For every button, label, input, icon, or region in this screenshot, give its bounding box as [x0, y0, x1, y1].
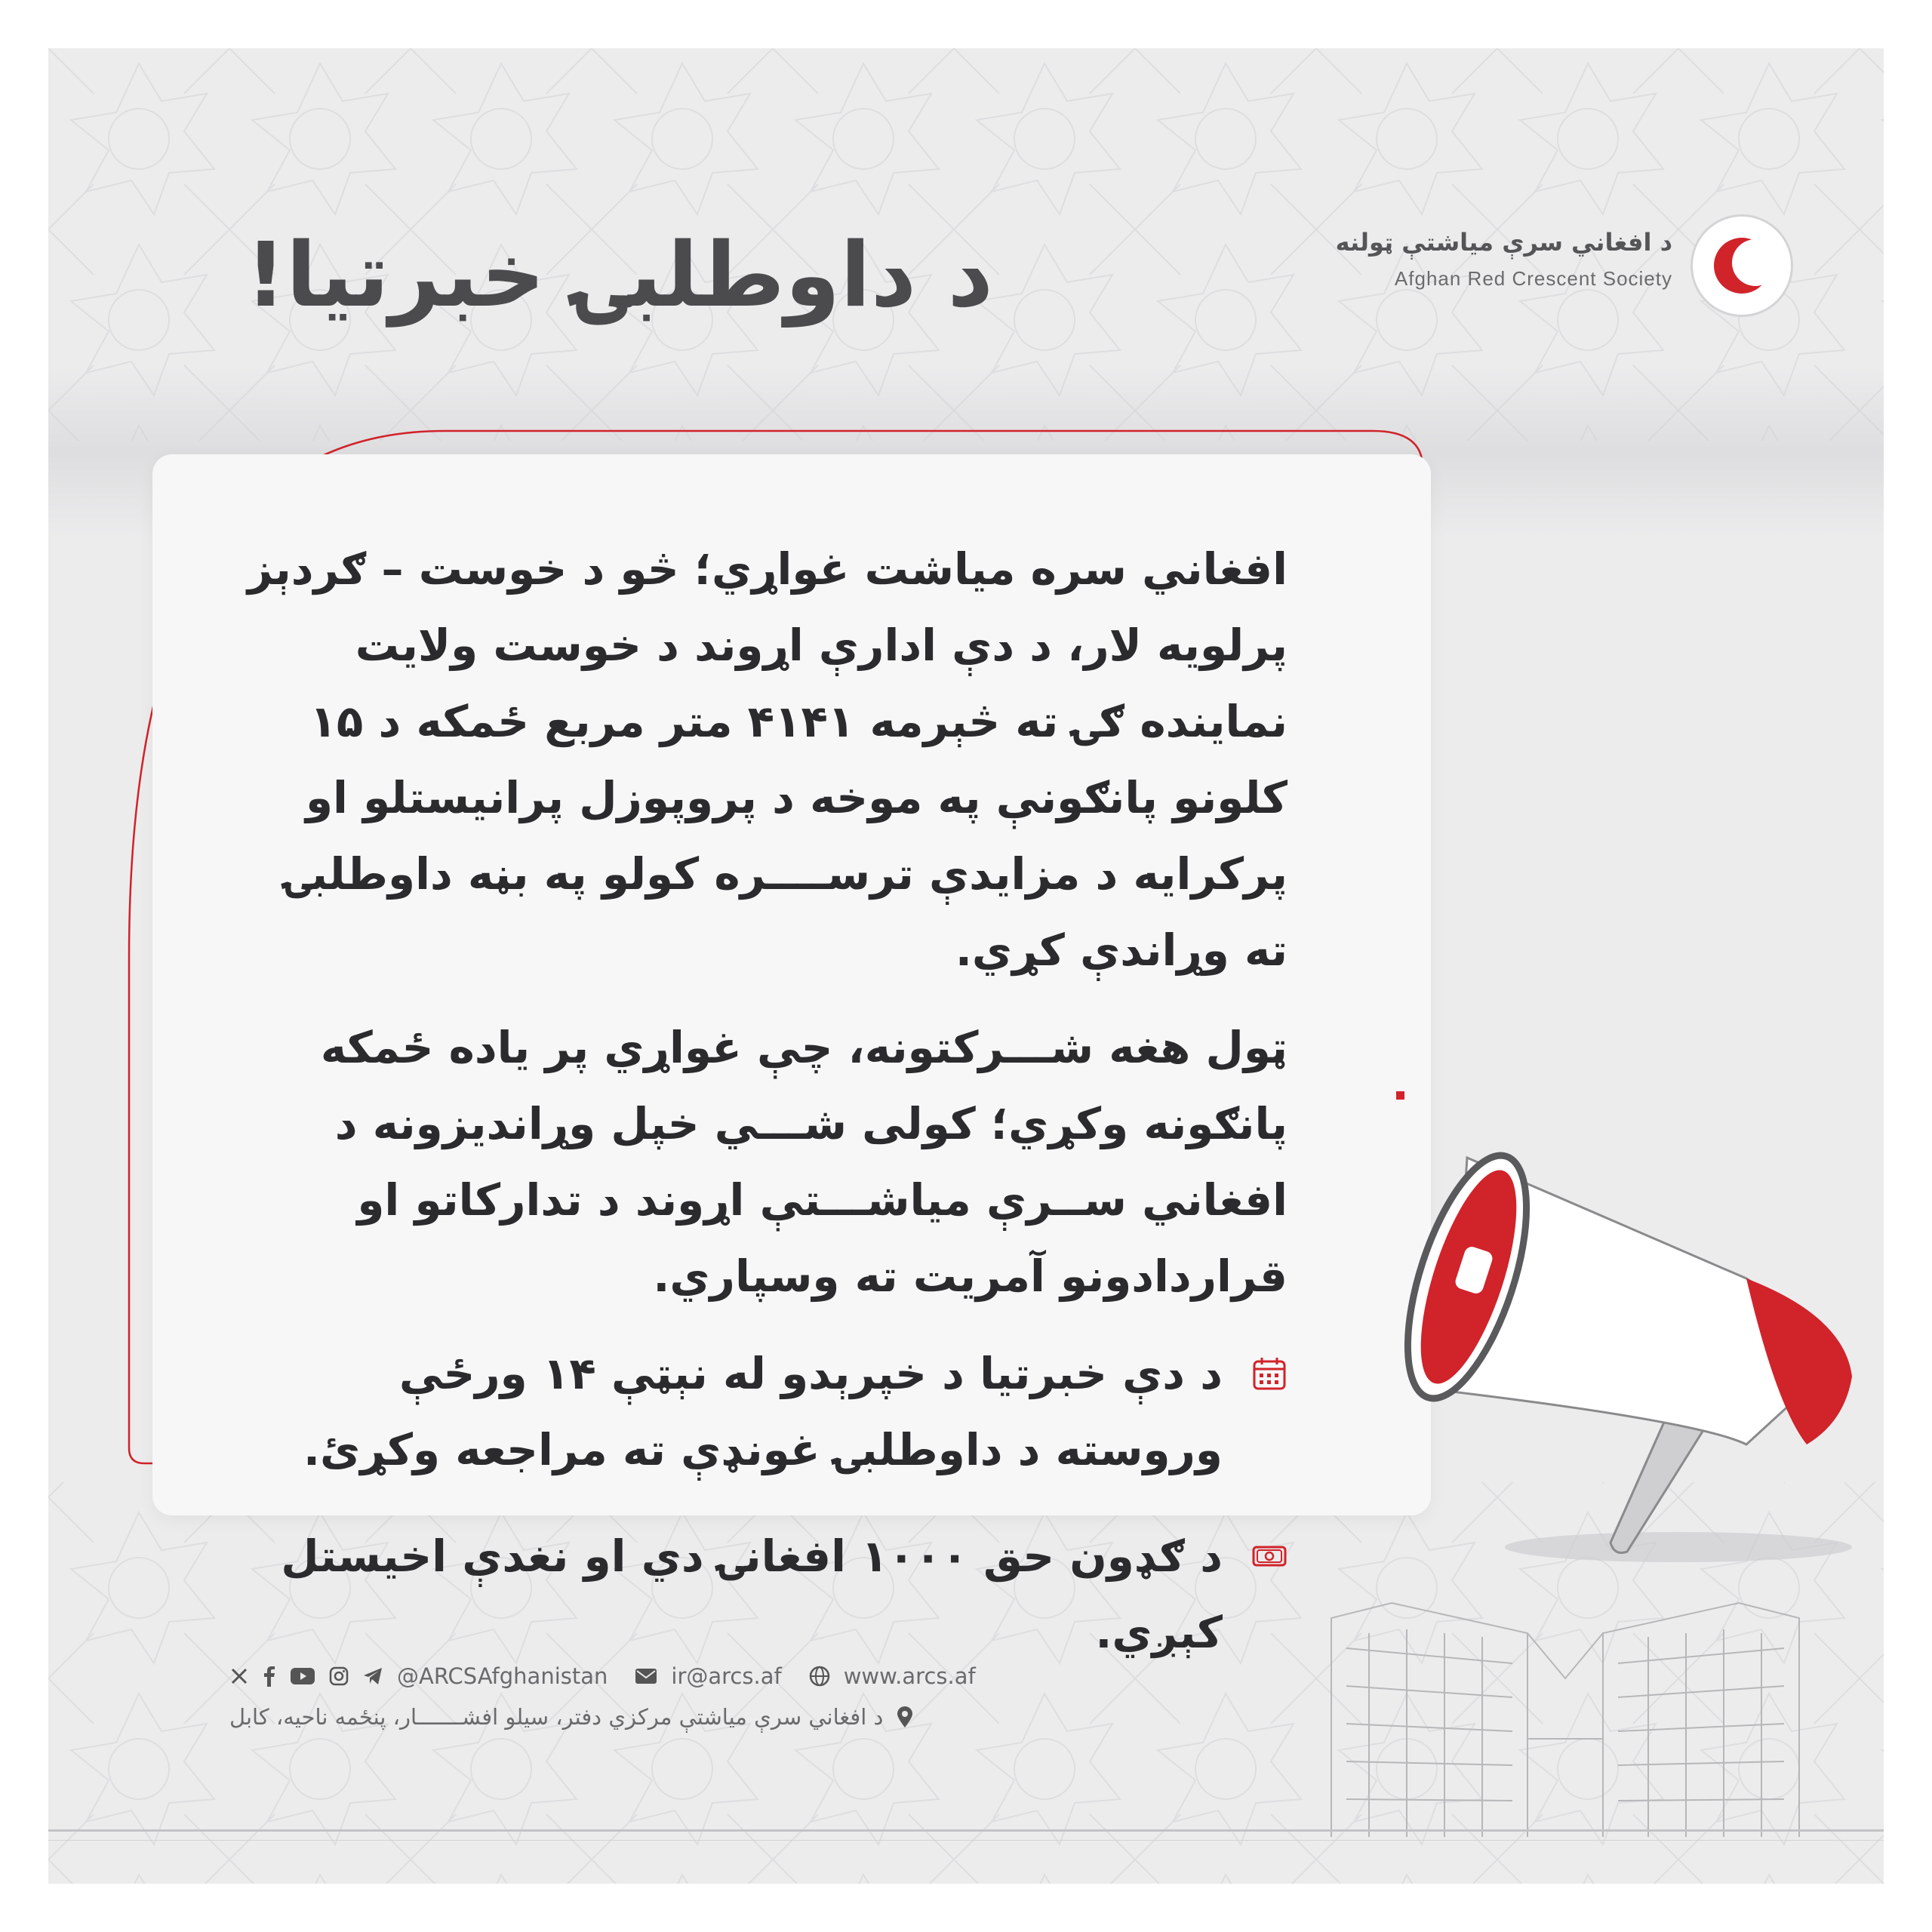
arcs-logo [1690, 214, 1793, 317]
bullet-text-fee: د ګډون حق ۱۰۰۰ افغانۍ دي او نغدې اخیستل کېږي. [281, 1531, 1223, 1658]
location-pin-icon [897, 1706, 913, 1728]
list-item [229, 1518, 1287, 1671]
poster-canvas [48, 48, 1884, 1884]
social-handle[interactable]: @ARCSAfghanistan [397, 1663, 608, 1689]
facebook-icon[interactable] [263, 1666, 276, 1687]
paragraph-intro: افغاني سره میاشت غواړي؛ څو د خوست – ګردېز پرلویه لار، د دې ادارې اړوند د خوست ولایت نماینده ګۍ ته څېرمه ۴۱۴۱ متر مربع ځمکه د ۱۵ کلونو پانګونې په موخه د پروپوزل پرانیستلو او پرکرایه د مزایدې ترســــره کولو په بڼه داوطلبۍ ته وړاندې کړي. [247, 543, 1287, 976]
instagram-icon[interactable] [329, 1666, 349, 1686]
contact-row [229, 1656, 984, 1697]
list-item [229, 1336, 1287, 1488]
footer-divider-thin [48, 1840, 1884, 1841]
paragraph-companies: ټول هغه شـــرکتونه، چې غواړي پر یاده ځمکه پانګونه وکړي؛ کولی شـــي خپل وړاندیزونه د افغاني ســرې میاشـــتې اړوند د تدارکاتو او قراردادونو آمریت ته وسپاري. [320, 1022, 1287, 1302]
address-text: د افغاني سرې میاشتې مرکزي دفتر، سیلو افشـــــــار، پنځمه ناحیه، کابل [229, 1704, 884, 1730]
email-link[interactable]: ir@arcs.af [671, 1663, 782, 1689]
youtube-icon[interactable] [290, 1666, 315, 1686]
telegram-icon[interactable] [362, 1666, 383, 1686]
organization-block [1325, 214, 1793, 358]
address-row [229, 1697, 954, 1737]
globe-icon [809, 1666, 830, 1687]
calendar-icon [1251, 1355, 1287, 1392]
footer-contact [229, 1656, 984, 1737]
footer-divider [48, 1829, 1884, 1832]
megaphone-illustration [1354, 1090, 1882, 1573]
email-icon [635, 1667, 657, 1685]
x-icon[interactable] [229, 1666, 249, 1686]
bullet-text-deadline: د دې خبرتیا د خپرېدو له نېټې ۱۴ ورځې وروسته د داوطلبۍ غونډې ته مراجعه وکړئ. [303, 1348, 1223, 1475]
headquarters-building-illustration [1301, 1588, 1829, 1844]
page-title: د داوطلبۍ خبرتیا! [245, 223, 993, 327]
org-name-english: Afghan Red Crescent Society [1394, 267, 1672, 290]
website-link[interactable]: www.arcs.af [843, 1663, 976, 1689]
announcement-body [229, 531, 1287, 1701]
org-name-pashto: د افغاني سرې میاشتې ټولنه [1335, 228, 1672, 257]
money-icon [1251, 1538, 1287, 1574]
